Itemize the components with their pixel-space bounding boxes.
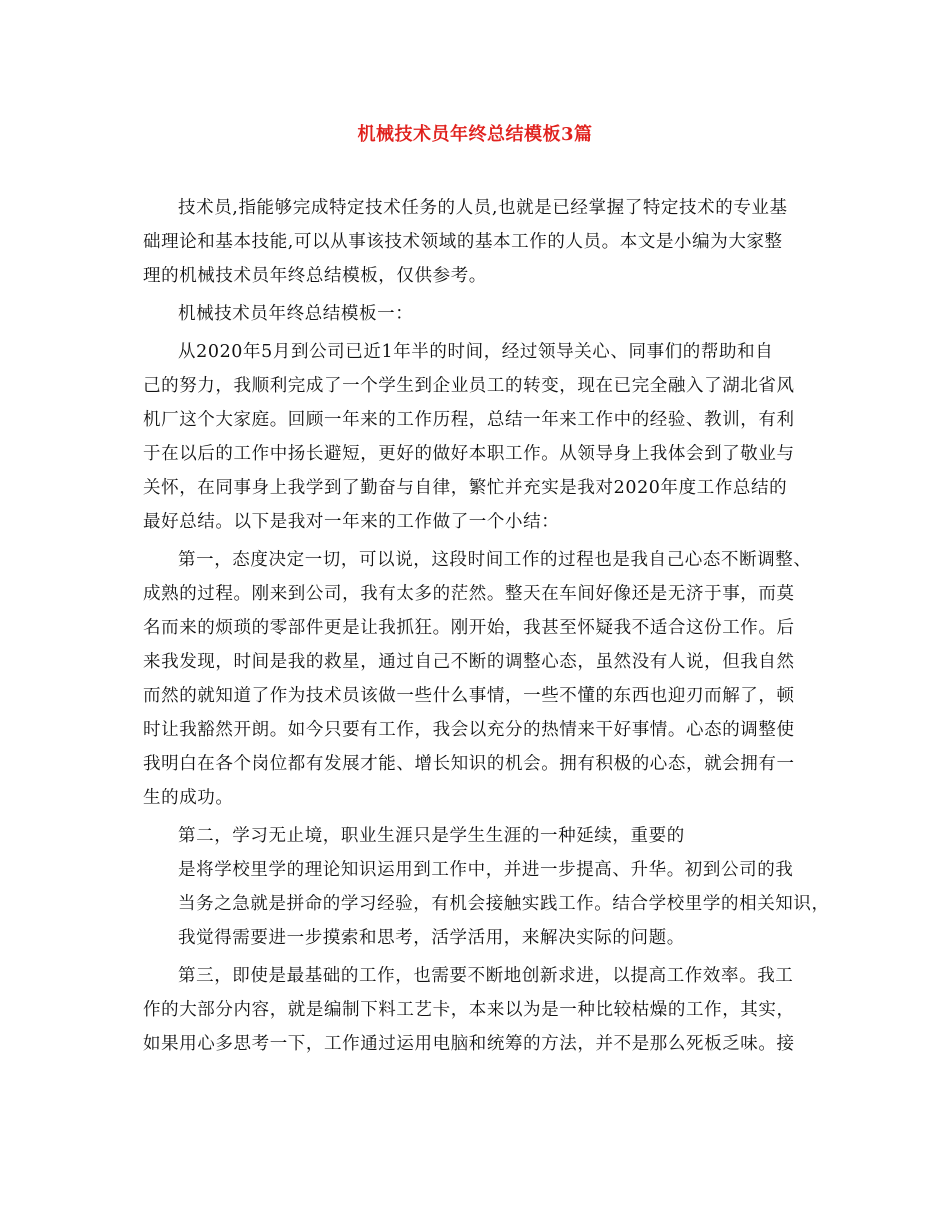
paragraph-line: 从2020年5月到公司已近1年半的时间，经过领导关心、同事们的帮助和自 — [178, 342, 774, 362]
paragraph-line: 作的大部分内容，就是编制下料工艺卡，本来以为是一种比较枯燥的工作，其实， — [143, 1000, 795, 1020]
paragraph-line: 是将学校里学的理论知识运用到工作中，并进一步提高、升华。初到公司的我 — [178, 860, 794, 880]
paragraph-line: 生的成功。 — [143, 788, 234, 808]
paragraph-line: 础理论和基本技能,可以从事该技术领域的基本工作的人员。本文是小编为大家整 — [143, 232, 783, 252]
paragraph-line: 如果用心多思考一下，工作通过运用电脑和统筹的方法，并不是那么死板乏味。接 — [143, 1034, 795, 1054]
paragraph-line: 机厂这个大家庭。回顾一年来的工作历程，总结一年来工作中的经验、教训，有利 — [143, 410, 795, 430]
paragraph-line: 名而来的烦琐的零部件更是让我抓狂。刚开始，我甚至怀疑我不适合这份工作。后 — [143, 618, 795, 638]
paragraph-line: 第三，即使是最基础的工作，也需要不断地创新求进，以提高工作效率。我工 — [178, 966, 794, 986]
paragraph-line: 技术员,指能够完成特定技术任务的人员,也就是已经掌握了特定技术的专业基 — [178, 198, 788, 218]
paragraph-line: 成熟的过程。刚来到公司，我有太多的茫然。整天在车间好像还是无济于事，而莫 — [143, 584, 795, 604]
paragraph-line: 而然的就知道了作为技术员该做一些什么事情，一些不懂的东西也迎刃而解了，顿 — [143, 686, 795, 706]
paragraph-line: 最好总结。以下是我对一年来的工作做了一个小结： — [143, 512, 560, 532]
paragraph-line: 我明白在各个岗位都有发展才能、增长知识的机会。拥有积极的心态，就会拥有一 — [143, 754, 795, 774]
paragraph-line: 于在以后的工作中扬长避短，更好的做好本职工作。从领导身上我体会到了敬业与 — [143, 444, 795, 464]
paragraph-line: 时让我豁然开朗。如今只要有工作，我会以充分的热情来干好事情。心态的调整使 — [143, 720, 795, 740]
paragraph-line: 第二，学习无止境，职业生涯只是学生生涯的一种延续，重要的 — [178, 826, 685, 846]
paragraph-line: 己的努力，我顺利完成了一个学生到企业员工的转变，现在已完全融入了湖北省风 — [143, 376, 795, 396]
paragraph-line: 理的机械技术员年终总结模板，仅供参考。 — [143, 266, 487, 286]
paragraph-line: 机械技术员年终总结模板一： — [178, 304, 414, 324]
paragraph-line: 关怀，在同事身上我学到了勤奋与自律，繁忙并充实是我对2020年度工作总结的 — [143, 478, 788, 498]
paragraph-line: 来我发现，时间是我的救星，通过自己不断的调整心态，虽然没有人说，但我自然 — [143, 652, 795, 672]
paragraph-line: 当务之急就是拼命的学习经验，有机会接触实践工作。结合学校里学的相关知识， — [178, 894, 830, 914]
document-title: 机械技术员年终总结模板3篇 — [357, 124, 593, 145]
paragraph-line: 第一，态度决定一切，可以说，这段时间工作的过程也是我自己心态不断调整、 — [178, 550, 812, 570]
paragraph-line: 我觉得需要进一步摸索和思考，活学活用，来解决实际的问题。 — [178, 928, 685, 948]
